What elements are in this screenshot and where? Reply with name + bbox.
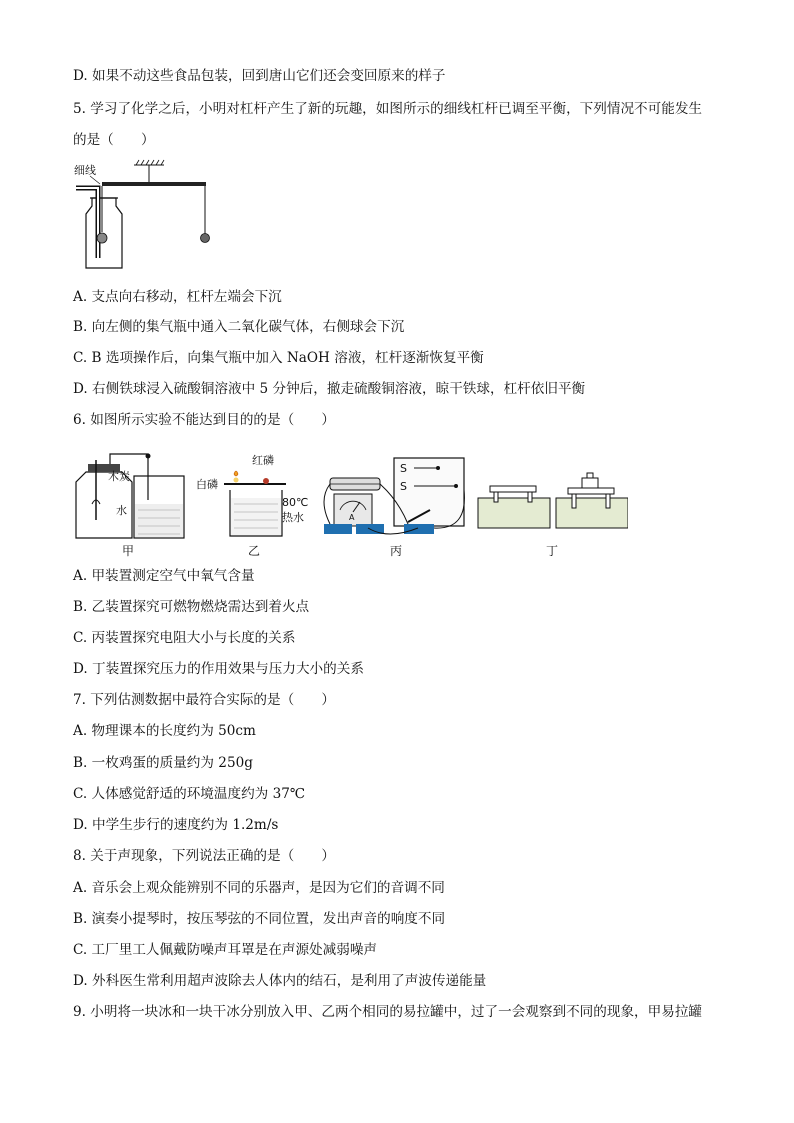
label-thread: 细线 xyxy=(74,164,96,177)
label-red-phosphorus: 红磷 xyxy=(252,454,274,467)
q4-option-d: D. 如果不动这些食品包装，回到唐山它们还会变回原来的样子 xyxy=(73,68,446,84)
label-80c: 80℃ xyxy=(282,496,309,509)
q8-option-d: D. 外科医生常利用超声波除去人体内的结石，是利用了声波传递能量 xyxy=(73,973,487,989)
label-s2: S xyxy=(400,480,407,493)
q5-stem-line2: 的是（ ） xyxy=(73,132,155,148)
label-s1: S xyxy=(400,462,407,475)
q6-option-a: A. 甲装置测定空气中氧气含量 xyxy=(73,568,255,584)
label-charcoal: 木炭 xyxy=(108,470,130,483)
q6-option-c: C. 丙装置探究电阻大小与长度的关系 xyxy=(73,630,296,646)
q7-stem: 7. 下列估测数据中最符合实际的是（ ） xyxy=(73,692,335,708)
q5-stem-line1: 5. 学习了化学之后，小明对杠杆产生了新的玩趣，如图所示的细线杠杆已调至平衡，下列情况不可能发生 xyxy=(73,101,703,117)
q7-option-b: B. 一枚鸡蛋的质量约为 250g xyxy=(73,755,253,771)
q6-option-d: D. 丁装置探究压力的作用效果与压力大小的关系 xyxy=(73,661,364,677)
caption-yi: 乙 xyxy=(248,544,261,558)
apparatus-yi xyxy=(196,453,308,558)
q7-option-d: D. 中学生步行的速度约为 1.2m/s xyxy=(73,817,279,833)
q8-option-a: A. 音乐会上观众能辨别不同的乐器声，是因为它们的音调不同 xyxy=(73,880,445,896)
q8-option-b: B. 演奏小提琴时，按压琴弦的不同位置，发出声音的响度不同 xyxy=(73,911,446,927)
label-white-phosphorus: 白磷 xyxy=(196,478,218,491)
q6-stem: 6. 如图所示实验不能达到目的的是（ ） xyxy=(73,412,335,428)
q7-option-c: C. 人体感觉舒适的环境温度约为 37℃ xyxy=(73,786,306,802)
q6-experiments-figure xyxy=(68,440,628,562)
q5-option-c: C. B 选项操作后，向集气瓶中加入 NaOH 溶液，杠杆逐渐恢复平衡 xyxy=(73,350,484,366)
q5-option-d: D. 右侧铁球浸入硫酸铜溶液中 5 分钟后，撤走硫酸铜溶液，晾干铁球，杠杆依旧平衡 xyxy=(73,381,586,397)
iron-ball xyxy=(201,234,210,243)
q9-stem-line1: 9. 小明将一块冰和一块干冰分别放入甲、乙两个相同的易拉罐中，过了一会观察到不同的现象，甲易拉罐 xyxy=(73,1004,703,1020)
apparatus-jia xyxy=(76,454,184,559)
label-ammeter: A xyxy=(349,513,355,522)
caption-bing: 丙 xyxy=(390,544,403,558)
q5-option-a: A. 支点向右移动，杠杆左端会下沉 xyxy=(73,289,282,305)
q5-option-b: B. 向左侧的集气瓶中通入二氧化碳气体，右侧球会下沉 xyxy=(73,319,405,335)
q7-option-a: A. 物理课本的长度约为 50cm xyxy=(73,723,256,739)
q8-stem: 8. 关于声现象，下列说法正确的是（ ） xyxy=(73,848,335,864)
apparatus-ding xyxy=(478,473,628,558)
caption-jia: 甲 xyxy=(122,544,135,558)
q6-option-b: B. 乙装置探究可燃物燃烧需达到着火点 xyxy=(73,599,310,615)
caption-ding: 丁 xyxy=(546,544,559,558)
lever-bar xyxy=(102,182,206,186)
label-water: 水 xyxy=(116,504,127,517)
q8-option-c: C. 工厂里工人佩戴防噪声耳罩是在声源处减弱噪声 xyxy=(73,942,378,958)
apparatus-bing xyxy=(324,458,464,558)
q5-lever-figure xyxy=(72,158,222,273)
label-hot-water: 热水 xyxy=(282,511,304,524)
